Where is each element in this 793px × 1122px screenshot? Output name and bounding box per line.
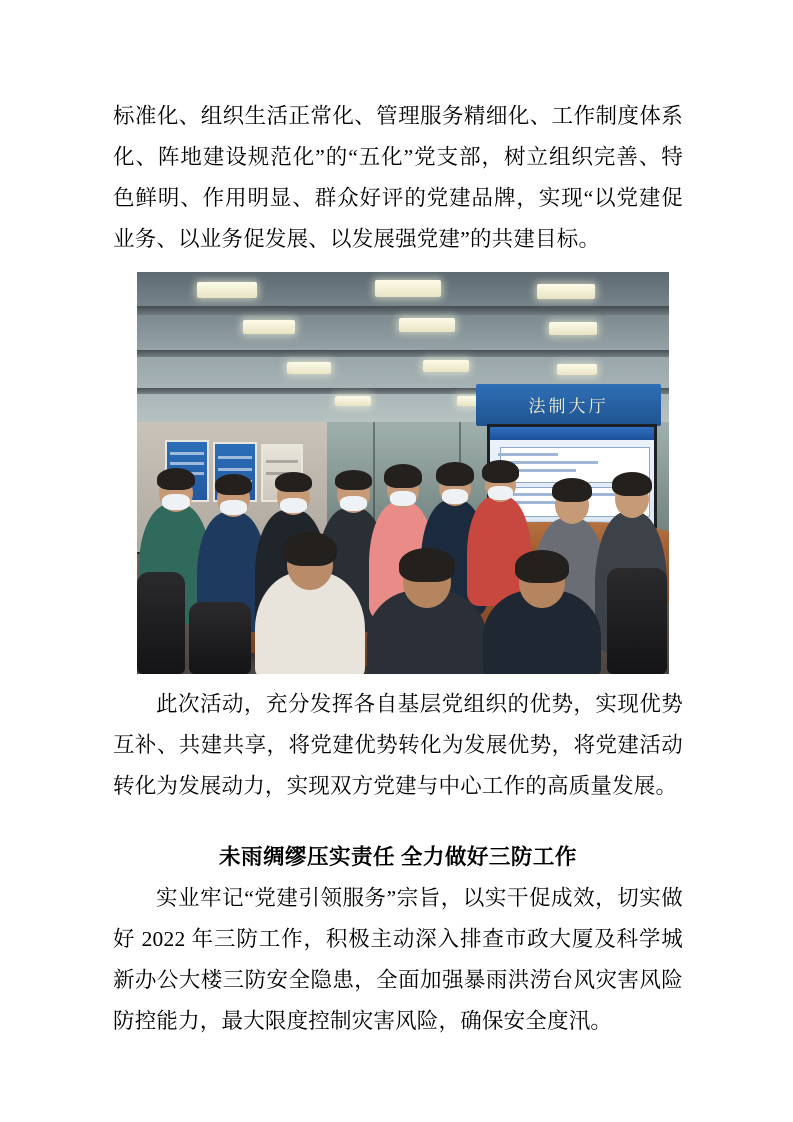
attendee-hair: [399, 548, 455, 582]
attendee-hair: [515, 550, 569, 583]
ceiling-light: [287, 362, 331, 374]
document-body: [113, 96, 683, 1042]
room-sign: [476, 384, 661, 426]
office-chair: [137, 572, 185, 674]
ceiling-light: [375, 280, 441, 297]
attendee-hair: [482, 460, 519, 483]
attendee-hair: [275, 472, 312, 492]
face-mask: [220, 500, 247, 515]
face-mask: [442, 489, 468, 504]
attendee-hair: [384, 464, 422, 488]
ceiling-beam: [137, 350, 669, 357]
office-chair: [607, 568, 667, 674]
ceiling-light: [557, 364, 597, 375]
attendee-hair: [552, 478, 592, 502]
office-chair: [189, 602, 251, 674]
room-sign-text: 法制大厅: [528, 397, 609, 416]
face-mask: [488, 486, 513, 500]
face-mask: [340, 496, 367, 511]
screen-titlebar: [490, 427, 654, 440]
paragraph-1: 标准化、组织生活正常化、管理服务精细化、工作制度体系化、阵地建设规范化”的“五化”党支部，树立组织完善、特色鲜明、作用明显、群众好评的党建品牌，实现“以党建促业务、以业务促发展、以发展强党建”的共建目标。: [113, 104, 683, 251]
meeting-room-photo: [137, 272, 669, 674]
ceiling-light: [243, 320, 295, 334]
ceiling-beam: [137, 306, 669, 315]
ceiling-light: [399, 318, 455, 332]
attendee-hair: [612, 472, 652, 496]
photo-figure: [137, 272, 669, 674]
attendee-hair: [157, 468, 195, 490]
attendee-hair: [215, 474, 252, 495]
ceiling-light: [423, 360, 469, 372]
attendee-hair: [436, 462, 474, 486]
section-paragraph: 实业牢记“党建引领服务”宗旨，以实干促成效，切实做好 2022 年三防工作，积极主动深入排查市政大厦及科学城新办公大楼三防安全隐患，全面加强暴雨洪涝台风灾害风险防控能力，最大限度控制灾害风险，确保安全度汛。: [113, 886, 683, 1033]
face-mask: [162, 494, 190, 510]
section-heading: 未雨绸缪压实责任 全力做好三防工作: [219, 845, 577, 869]
ceiling-light: [335, 396, 371, 406]
attendee-hair: [283, 532, 337, 566]
ceiling-light: [537, 284, 595, 299]
face-mask: [390, 491, 416, 506]
ceiling-light: [549, 322, 597, 335]
ceiling-light: [197, 282, 257, 298]
paragraph-2: 此次活动，充分发挥各自基层党组织的优势，实现优势互补、共建共享，将党建优势转化为发展优势，将党建活动转化为发展动力，实现双方党建与中心工作的高质量发展。: [113, 692, 683, 798]
attendee-hair: [335, 470, 372, 490]
face-mask: [280, 498, 307, 513]
